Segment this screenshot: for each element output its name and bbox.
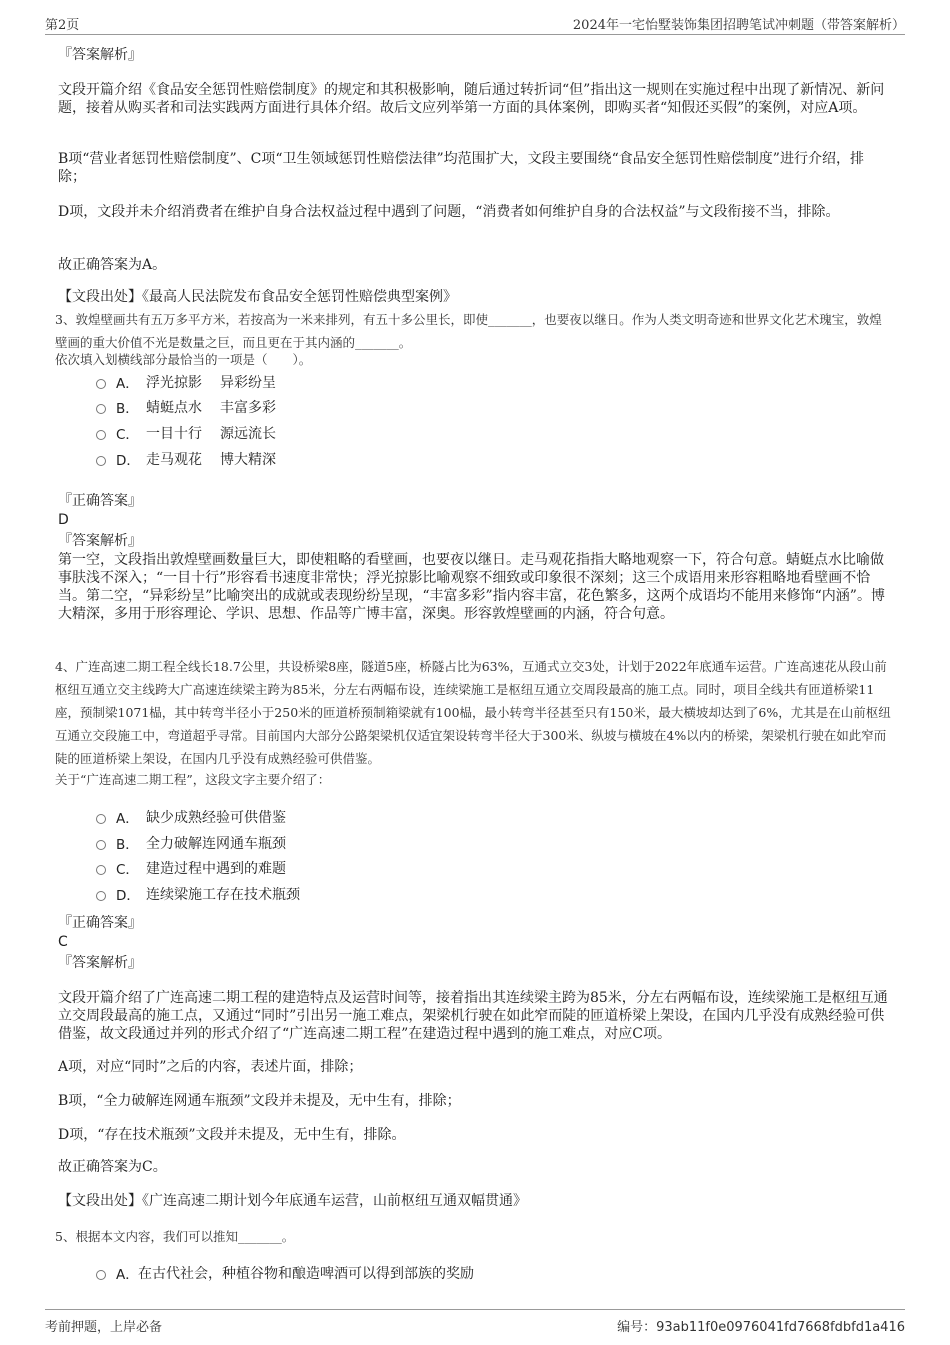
- radio-icon[interactable]: [96, 891, 106, 901]
- q3-option-b[interactable]: B． 蜻蜓点水 丰富多彩: [96, 396, 276, 418]
- q4-source: 【文段出处】《广连高速二期计划今年底通车运营，山前枢纽互通双幅贯通》: [58, 1193, 527, 1209]
- footer-slogan: 考前押题，上岸必备: [45, 1320, 163, 1335]
- q3-analysis: 第一空，文段指出敦煌壁画数量巨大，即使粗略的看壁画，也要夜以继日。走马观花指指大略地观察一下，符合句意。蜻蜓点水比喻做事肤浅不深入；“一目十行”形容看书速度非常快；浮光掠影比喻观察不细致或印象很不深刻；这三个成语用来形容粗略地看壁画不恰当。第二空，“异彩纷呈”比喻突出的成就或表现纷纷呈现，“丰富多彩”指内容丰富，花色繁多，这两个成语均不能用来修饰“内涵”。博大精深，多用于形容理论、学识、思想、作品等广博丰富，深奥。形容敦煌壁画的内涵，符合句意。: [58, 552, 885, 622]
- q3-option-c[interactable]: C． 一目十行 源远流长: [96, 422, 276, 444]
- q4-analysis-heading: 『答案解析』: [58, 955, 142, 971]
- q4-analysis-para2: A项，对应“同时”之后的内容，表述片面，排除；: [58, 1059, 363, 1075]
- radio-icon[interactable]: [96, 814, 106, 824]
- document-title: 2024年一宅怡墅装饰集团招聘笔试冲刺题（带答案解析）: [572, 18, 905, 33]
- q4-answer: C: [58, 934, 68, 950]
- q3-answer: D: [58, 512, 69, 528]
- q4-option-d[interactable]: D． 连续梁施工存在技术瓶颈: [96, 883, 300, 905]
- q4-stem: 4、广连高速二期工程全线长18.7公里，共设桥梁8座，隧道5座，桥隧占比为63%，互通式立交3处，计划于2022年底通车运营。广连高速花从段山前枢纽互通立交主线跨大广高速连续梁主跨为85米，分左右两幅布设，连续梁施工是枢纽互通立交周段最高的施工点。同时，项目全线共有匝道桥梁11座，预制梁1071榀，其中转弯半径小于250米的匝道桥预制箱梁就有100榀，最小转弯半径甚至只有150米，最大横坡却达到了6%，尤其是在山前枢纽互通立交段施工中，弯道超乎寻常。目前国内大部分公路架梁机仅适宜架设转弯半径大于300米、纵坡与横坡在4%以内的桥梁，架梁机行驶在如此窄而陡的匝道桥梁上架设，在国内几乎没有成熟经验可供借鉴。: [55, 659, 891, 766]
- radio-icon[interactable]: [96, 456, 106, 466]
- q3-analysis-heading: 『答案解析』: [58, 533, 142, 549]
- radio-icon[interactable]: [96, 404, 106, 414]
- q4-option-b[interactable]: B． 全力破解连网通车瓶颈: [96, 832, 286, 854]
- document-code: 编号：93ab11f0e0976041fd7668fdbfd1a416: [617, 1320, 905, 1335]
- q2-analysis-para3: D项，文段并未介绍消费者在维护自身合法权益过程中遇到了问题，“消费者如何维护自身的合法权益”与文段衔接不当，排除。: [58, 204, 840, 220]
- q2-analysis-para1: 文段开篇介绍《食品安全惩罚性赔偿制度》的规定和其积极影响，随后通过转折词“但”指出这一规则在实施过程中出现了新情况、新问题，接着从购买者和司法实践两方面进行具体介绍。故后文应列举第一方面的具体案例，即购买者“知假还买假”的案例，对应A项。: [58, 82, 885, 116]
- q4-analysis-para1: 文段开篇介绍了广连高速二期工程的建造特点及运营时间等，接着指出其连续梁主跨为85米，分左右两幅布设，连续梁施工是枢纽互通立交周段最高的施工点，又通过“同时”引出另一施工难点，架梁机行驶在如此窄而陡的匝道桥梁上架设，在国内几乎没有成熟经验可供借鉴，故文段通过并列的形式介绍了“广连高速二期工程”在建造过程中遇到的施工难点，对应C项。: [58, 990, 888, 1042]
- page-number: 第2页: [45, 18, 80, 33]
- q3-prompt: 依次填入划横线部分最恰当的一项是（ ）。: [55, 352, 312, 367]
- radio-icon[interactable]: [96, 865, 106, 875]
- radio-icon[interactable]: [96, 379, 106, 389]
- q2-source: 【文段出处】《最高人民法院发布食品安全惩罚性赔偿典型案例》: [58, 289, 457, 305]
- q5-stem: 5、根据本文内容，我们可以推知_______。: [55, 1229, 295, 1244]
- q5-option-a[interactable]: A． 在古代社会，种植谷物和酿造啤酒可以得到部族的奖励: [96, 1262, 474, 1284]
- q3-stem: 3、敦煌壁画共有五万多平方米，若按高为一米来排列，有五十多公里长，即使_______，也要夜以继日。作为人类文明奇迹和世界文化艺术瑰宝，敦煌壁画的重大价值不光是数量之巨，而且更在于其内涵的_______。: [55, 312, 882, 350]
- q2-analysis-para2: B项“营业者惩罚性赔偿制度”、C项“卫生领域惩罚性赔偿法律”均范围扩大，文段主要围绕“食品安全惩罚性赔偿制度”进行介绍，排除；: [58, 151, 864, 185]
- q2-answer-line: 故正确答案为A。: [58, 257, 167, 273]
- q4-analysis-para3: B项，“全力破解连网通车瓶颈”文段并未提及，无中生有，排除；: [58, 1093, 461, 1109]
- radio-icon[interactable]: [96, 840, 106, 850]
- q3-answer-heading: 『正确答案』: [58, 493, 142, 509]
- q4-answer-line: 故正确答案为C。: [58, 1159, 167, 1175]
- q4-answer-heading: 『正确答案』: [58, 915, 142, 931]
- q4-option-a[interactable]: A． 缺少成熟经验可供借鉴: [96, 806, 286, 828]
- radio-icon[interactable]: [96, 430, 106, 440]
- radio-icon[interactable]: [96, 1270, 106, 1280]
- page-header: [45, 12, 905, 35]
- q3-option-d[interactable]: D． 走马观花 博大精深: [96, 448, 276, 470]
- q4-option-c[interactable]: C． 建造过程中遇到的难题: [96, 857, 286, 879]
- page-footer: [45, 1309, 905, 1334]
- q4-analysis-para4: D项，“存在技术瓶颈”文段并未提及，无中生有，排除。: [58, 1127, 406, 1143]
- q2-analysis-heading: 『答案解析』: [58, 47, 142, 63]
- q3-option-a[interactable]: A． 浮光掠影 异彩纷呈: [96, 371, 276, 393]
- q4-prompt: 关于“广连高速二期工程”，这段文字主要介绍了：: [55, 772, 331, 787]
